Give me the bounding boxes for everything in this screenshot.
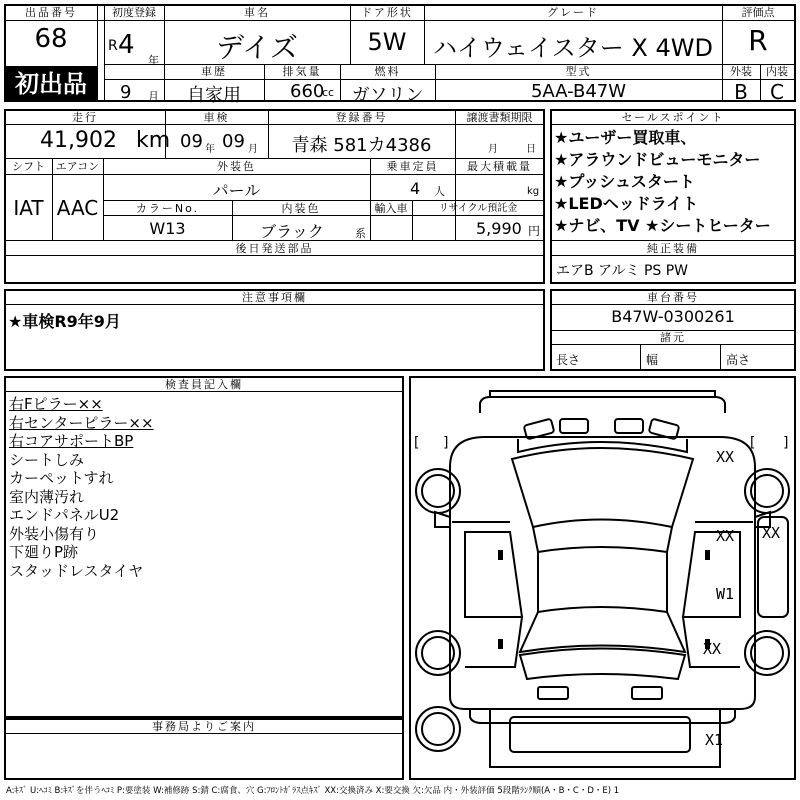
front-bumper-outline — [480, 397, 725, 413]
color-number: W13 — [149, 219, 186, 238]
mileage: 41,902 — [40, 128, 117, 153]
grade: ハイウェイスター X 4WD — [433, 34, 713, 62]
transfer-header: 譲渡書類期限 — [466, 111, 533, 124]
first-reg-year: 4 — [118, 30, 135, 60]
inspector-note-item: 右Fピラー×× — [9, 395, 103, 413]
recycle-fee: 5,990 — [476, 219, 522, 238]
sales-point-item: ★アラウンドビューモニター — [554, 150, 761, 169]
legend: A:ｷｽﾞ U:ﾍｺﾐ B:ｷｽﾞを伴うﾍｺﾐ P:要塗装 W:補修跡 S:錆 C:腐食、穴 G:ﾌﾛﾝﾄｶﾞﾗｽ点ｷｽﾞ XX:交換済み X:要交換 欠:欠品 内・外装評価 5段階ﾗﾝｸ順(A・B・C・D・E) 1 — [6, 786, 620, 796]
sales-points-header: セールスポイント — [621, 111, 725, 124]
recycle-unit: 円 — [528, 224, 541, 238]
inspector-notes-list — [9, 395, 399, 580]
damage-mark: W1 — [716, 585, 735, 603]
svg-text:[: [ — [748, 435, 757, 451]
capacity-header: 乗車定員 — [386, 160, 439, 173]
svg-text:]: ] — [442, 435, 451, 451]
damage-mark: XX — [716, 527, 735, 545]
first-reg-header: 初度登録 — [112, 6, 156, 19]
equipment: エアB アルミ PS PW — [556, 263, 689, 279]
reg-number-header: 登録番号 — [335, 111, 388, 124]
displacement-unit: cc — [322, 86, 335, 99]
inspector-header: 検査員記入欄 — [165, 378, 243, 391]
transfer-day-unit: 日 — [526, 144, 536, 155]
ext-color-header: 外装色 — [217, 160, 256, 173]
car-name: デイズ — [216, 31, 298, 64]
rear-window — [520, 649, 685, 680]
inspector-note-item: カーペットすれ — [9, 469, 114, 487]
max-load-header: 最大積載量 — [467, 160, 532, 173]
score-header: 評価点 — [741, 6, 775, 19]
shift: IAT — [13, 196, 44, 220]
inspection-year: 09 — [180, 131, 203, 152]
later-parts-header: 後日発送部品 — [235, 242, 314, 255]
mileage-header: 走行 — [72, 111, 98, 124]
capacity: 4 — [410, 179, 421, 198]
exterior-header: 外装 — [730, 65, 752, 78]
inspector-note-item: 外装小傷有り — [9, 524, 100, 543]
svg-text:[: [ — [412, 435, 421, 451]
roof — [538, 547, 667, 612]
damage-mark: XX — [716, 448, 735, 466]
door-header: ドア形状 — [361, 6, 413, 19]
sales-point-item: ★ユーザー買取車、 — [554, 128, 697, 147]
inspector-note-item: 室内薄汚れ — [9, 487, 85, 506]
era-label: R — [108, 38, 118, 54]
shift-header: シフト — [12, 160, 45, 173]
inspection-year-unit: 年 — [205, 144, 215, 155]
car-diagram — [410, 377, 795, 779]
notes-header: 注意事項欄 — [242, 291, 307, 304]
sales-point-item: ★LEDヘッドライト — [554, 194, 699, 213]
equipment-header: 純正装備 — [647, 242, 699, 255]
inspector-note-item: 下廻りP跡 — [9, 543, 79, 561]
score: R — [748, 24, 768, 57]
aircon: AAC — [56, 196, 99, 220]
sales-point-item: ★プッシュスタート — [554, 172, 695, 191]
year-unit: 年 — [148, 54, 159, 67]
capacity-unit: 人 — [434, 185, 445, 198]
body-outline — [450, 437, 755, 709]
displacement-header: 排気量 — [282, 65, 322, 78]
inspection-month-unit: 月 — [248, 144, 258, 155]
first-reg-month: 9 — [120, 82, 132, 103]
aircon-header: エアコン — [55, 160, 100, 173]
sales-points-list — [554, 127, 794, 237]
max-load-unit: kg — [527, 186, 540, 197]
inspector-note-item: 右センターピラー×× — [9, 413, 154, 432]
color-no-header: カラーNo. — [135, 202, 200, 215]
mileage-unit: km — [136, 128, 171, 153]
interior-color-suffix: 系 — [355, 227, 366, 240]
interior-color: ブラック — [260, 222, 324, 241]
damage-mark: XX — [762, 524, 781, 542]
car-name-header: 車名 — [244, 6, 270, 19]
displacement: 660 — [290, 81, 325, 102]
interior-grade: C — [770, 80, 784, 104]
spec-width-label: 幅 — [646, 353, 659, 367]
svg-text:]: ] — [782, 435, 791, 451]
reg-number: 青森 581カ4386 — [291, 135, 432, 156]
interior-header: 内装 — [766, 65, 788, 78]
hood-outline — [518, 439, 687, 452]
door-type: 5W — [367, 28, 407, 56]
notes-text: ★車検R9年9月 — [8, 312, 121, 331]
inspection-month: 09 — [222, 131, 245, 152]
inspector-note-item: エンドパネルU2 — [9, 506, 120, 524]
transfer-month-unit: 月 — [488, 144, 498, 155]
windshield — [512, 448, 693, 527]
inspector-note-item: スタッドレスタイヤ — [9, 561, 144, 580]
specs-header: 諸元 — [660, 331, 686, 344]
model-code: 5AA-B47W — [530, 81, 627, 102]
exterior-color: パール — [212, 181, 261, 200]
history: 自家用 — [187, 85, 241, 106]
lot-number-header: 出品番号 — [25, 6, 77, 19]
spec-height-label: 高さ — [726, 353, 751, 367]
int-color-header: 内装色 — [281, 202, 321, 215]
damage-mark: X1 — [705, 731, 724, 749]
chassis-header: 車台番号 — [647, 291, 699, 304]
damage-mark: XX — [703, 640, 722, 658]
fuel-header: 燃料 — [374, 65, 401, 78]
inspection-header: 車検 — [203, 111, 230, 124]
sales-point-item: ★ナビ、TV ★シートヒーター — [554, 216, 771, 235]
model-code-header: 型式 — [565, 65, 592, 78]
grade-header: グレード — [547, 6, 599, 19]
recycle-header: リサイクル預託金 — [438, 203, 518, 214]
import-header: 輸入車 — [374, 202, 408, 215]
exterior-grade: B — [734, 80, 748, 104]
inspector-note-item: 右コアサポートBP — [9, 432, 134, 450]
history-header: 車歴 — [201, 65, 227, 78]
inspector-note-item: シートしみ — [9, 450, 85, 469]
chassis-number: B47W-0300261 — [611, 307, 735, 326]
month-unit: 月 — [148, 90, 159, 103]
fuel: ガソリン — [351, 85, 424, 106]
office-header: 事務局よりご案内 — [152, 720, 256, 733]
lot-number: 68 — [34, 24, 68, 54]
new-listing-badge: 初出品 — [5, 67, 97, 101]
spec-length-label: 長さ — [556, 353, 581, 367]
